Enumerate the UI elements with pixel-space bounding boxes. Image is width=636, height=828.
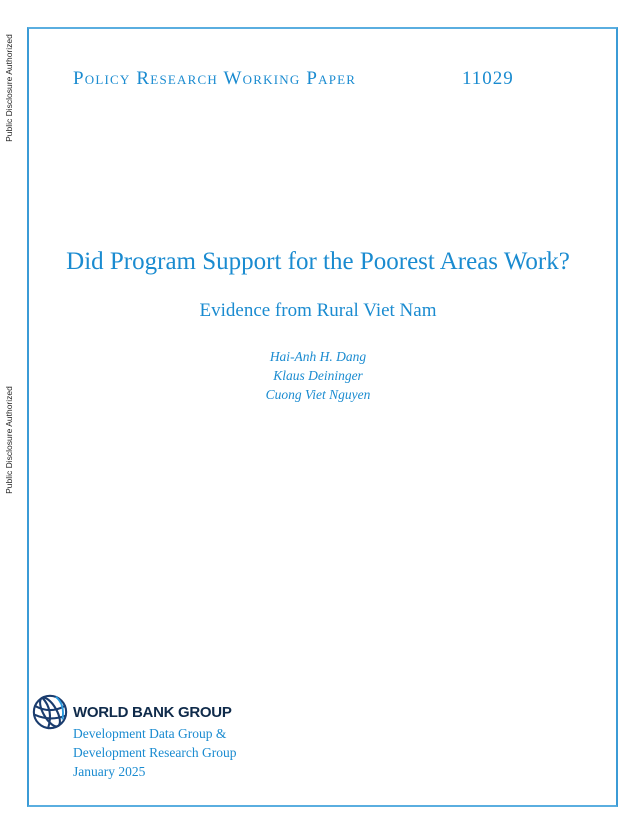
- paper-number: 11029: [462, 68, 514, 89]
- author-list: [0, 347, 636, 404]
- paper-title: Did Program Support for the Poorest Areas Work?: [66, 248, 570, 275]
- brand-name: WORLD BANK GROUP: [73, 704, 232, 721]
- series-name: Policy Research Working Paper: [73, 68, 357, 89]
- author: Hai-Anh H. Dang: [269, 349, 367, 364]
- author: Klaus Deininger: [273, 368, 363, 383]
- author: Cuong Viet Nguyen: [265, 387, 371, 402]
- publisher-info: [73, 724, 236, 781]
- globe-icon: [31, 693, 69, 731]
- paper-subtitle: Evidence from Rural Viet Nam: [199, 300, 437, 321]
- publication-date: January 2025: [73, 764, 146, 779]
- publisher-line: Development Data Group &: [73, 726, 227, 741]
- publisher-line: Development Research Group: [73, 745, 237, 760]
- cover-frame: [27, 27, 618, 807]
- disclosure-text: Public Disclosure Authorized: [4, 386, 14, 494]
- disclosure-text: Public Disclosure Authorized: [4, 34, 14, 142]
